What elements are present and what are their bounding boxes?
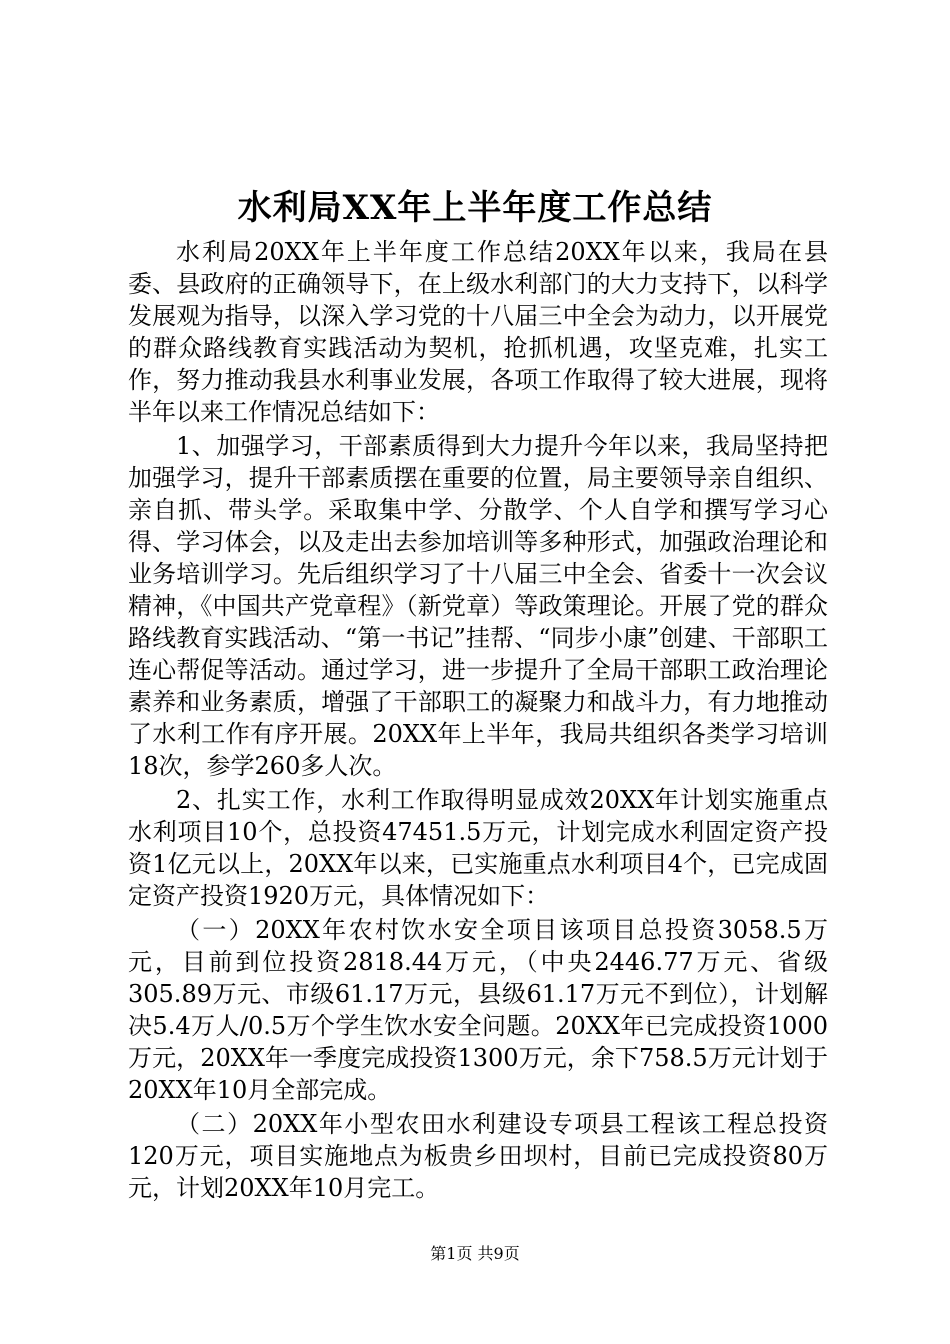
document-body bbox=[128, 236, 828, 1204]
paragraph-study: 1、加强学习，干部素质得到大力提升今年以来，我局坚持把加强学习，提升干部素质摆在重要的位置，局主要领导亲自组织、亲自抓、带头学。采取集中学、分散学、个人自学和撰写学习心得、学习体会，以及走出去参加培训等多种形式，加强政治理论和业务培训学习。先后组织学习了十八届三中全会、省委十一次会议精神，《中国共产党章程》（新党章）等政策理论。开展了党的群众路线教育实践活动、“第一书记”挂帮、“同步小康”创建、干部职工连心帮促等活动。通过学习，进一步提升了全局干部职工政治理论素养和业务素质，增强了干部职工的凝聚力和战斗力，有力地推动了水利工作有序开展。20XX年上半年，我局共组织各类学习培训18次，参学260多人次。 bbox=[128, 432, 828, 780]
paragraph-rural-water: （一）20XX年农村饮水安全项目该项目总投资3058.5万元，目前到位投资2818.44万元，（中央2446.77万元、省级305.89万元、市级61.17万元，县级61.17万元不到位），计划解决5.4万人/0.5万个学生饮水安全问题。20XX年已完成投资1000万元，20XX年一季度完成投资1300万元，余下758.5万元计划于20XX年10月全部完成。 bbox=[128, 916, 828, 1104]
paragraph-farmland: （二）20XX年小型农田水利建设专项县工程该工程总投资120万元，项目实施地点为板贵乡田坝村，目前已完成投资80万元，计划20XX年10月完工。 bbox=[128, 1110, 828, 1202]
document-title: 水利局XX年上半年度工作总结 bbox=[237, 188, 713, 228]
page-footer: 第1页 共9页 bbox=[430, 1244, 520, 1263]
paragraph-work: 2、扎实工作，水利工作取得明显成效20XX年计划实施重点水利项目10个，总投资47451.5万元，计划完成水利固定资产投资1亿元以上，20XX年以来，已实施重点水利项目4个，已完成固定资产投资1920万元，具体情况如下： bbox=[128, 786, 828, 910]
paragraph-intro: 水利局20XX年上半年度工作总结20XX年以来，我局在县委、县政府的正确领导下，在上级水利部门的大力支持下，以科学发展观为指导，以深入学习党的十八届三中全会为动力，以开展党的群众路线教育实践活动为契机，抢抓机遇，攻坚克难，扎实工作，努力推动我县水利事业发展，各项工作取得了较大进展，现将半年以来工作情况总结如下： bbox=[128, 238, 828, 426]
